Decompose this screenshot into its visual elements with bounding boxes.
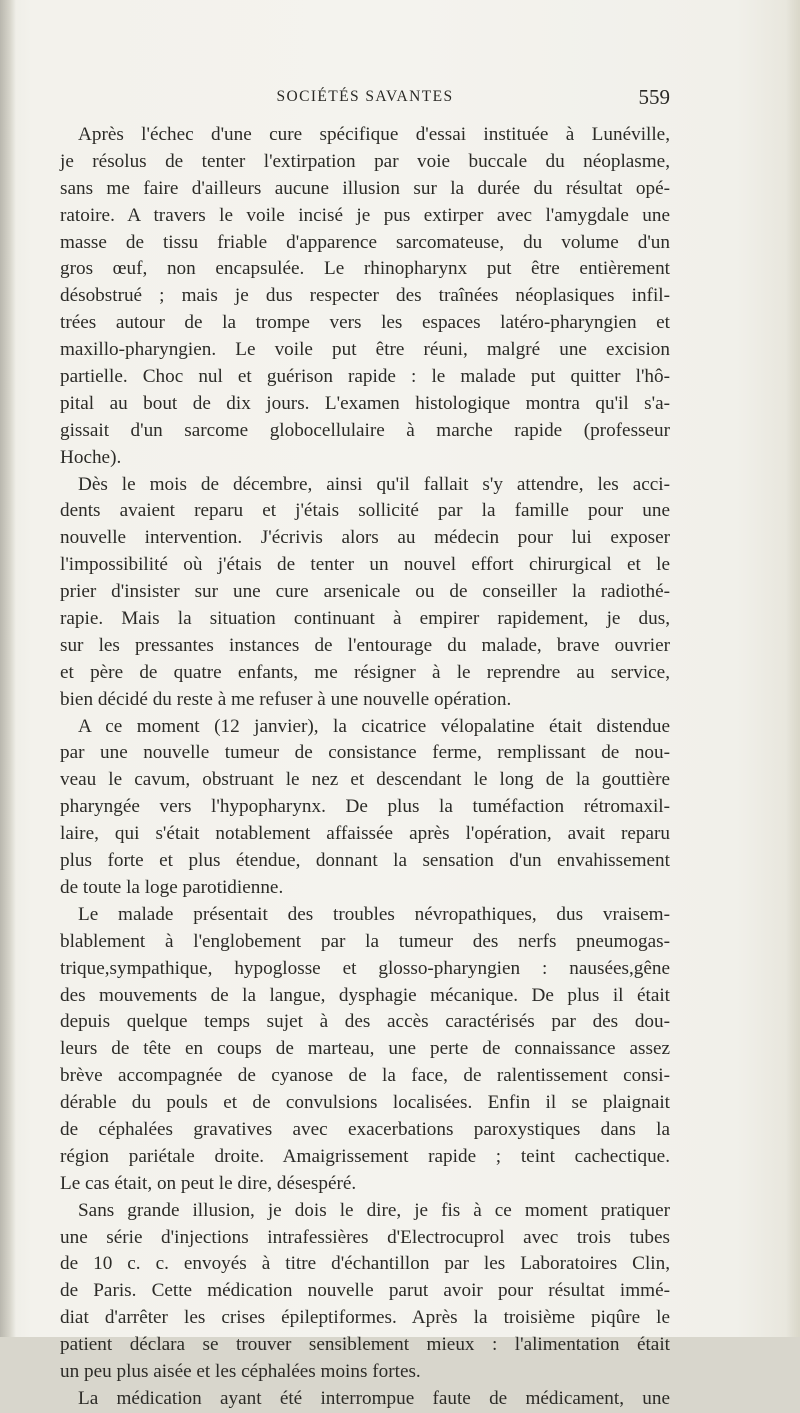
- text-line: bien décidé du reste à me refuser à une nouvelle opération.: [60, 688, 512, 710]
- text-line: maxillo-pharyngien. Le voile put être réuni, malgré une excision: [60, 339, 670, 361]
- text-line: partielle. Choc nul et guérison rapide : le malade put quitter l'hô-: [60, 366, 670, 388]
- text-line: dents avaient reparu et j'étais sollicité par la famille pour une: [60, 500, 670, 522]
- text-line: Le cas était, on peut le dire, désespéré.: [60, 1172, 357, 1194]
- text-line: trique,sympathique, hypoglosse et glosso-pharyngien : nausées,gêne: [60, 957, 670, 979]
- text-line: région pariétale droite. Amaigrissement rapide ; teint cachectique.: [60, 1145, 670, 1167]
- text-line: diat d'arrêter les crises épileptiformes. Après la troisième piqûre le: [60, 1307, 670, 1329]
- text-line: l'impossibilité où j'étais de tenter un nouvel effort chirurgical et le: [60, 554, 670, 576]
- text-line: laire, qui s'était notablement affaissée après l'opération, avait reparu: [60, 823, 670, 845]
- text-line: de céphalées gravatives avec exacerbations paroxystiques dans la: [60, 1118, 670, 1140]
- page-header: [60, 85, 670, 114]
- text-line: et père de quatre enfants, me résigner à le reprendre au service,: [60, 661, 670, 683]
- text-line: je résolus de tenter l'extirpation par voie buccale du néoplasme,: [60, 150, 670, 172]
- text-line: rapie. Mais la situation continuant à empirer rapidement, je dus,: [60, 608, 670, 630]
- text-line: sur les pressantes instances de l'entourage du malade, brave ouvrier: [60, 634, 670, 656]
- text-line: sans me faire d'ailleurs aucune illusion sur la durée du résultat opé-: [60, 177, 670, 199]
- text-line: Hoche).: [60, 446, 122, 468]
- text-line: patient déclara se trouver sensiblement mieux : l'alimentation était: [60, 1334, 670, 1356]
- text-line: Sans grande illusion, je dois le dire, je fis à ce moment pratiquer: [78, 1199, 670, 1221]
- body-text: [60, 122, 670, 1413]
- text-line: une série d'injections intrafessières d'Electrocuprol avec trois tubes: [60, 1226, 670, 1248]
- text-line: veau le cavum, obstruant le nez et descendant le long de la gouttière: [60, 769, 670, 791]
- page-number: 559: [638, 85, 670, 109]
- text-line: ratoire. A travers le voile incisé je pus extirper avec l'amygdale une: [60, 204, 670, 226]
- text-line: nouvelle intervention. J'écrivis alors au médecin pour lui exposer: [60, 527, 670, 549]
- text-line: blablement à l'englobement par la tumeur des nerfs pneumogas-: [60, 930, 670, 952]
- text-line: gros œuf, non encapsulée. Le rhinopharynx put être entièrement: [60, 258, 670, 280]
- text-line: brève accompagnée de cyanose de la face, de ralentissement consi-: [60, 1065, 670, 1087]
- text-line: gissait d'un sarcome globocellulaire à marche rapide (professeur: [60, 419, 670, 441]
- text-line: un peu plus aisée et les céphalées moins fortes.: [60, 1360, 421, 1382]
- text-line: de 10 c. c. envoyés à titre d'échantillon par les Laboratoires Clin,: [60, 1253, 670, 1275]
- text-line: depuis quelque temps sujet à des accès caractérisés par des dou-: [60, 1011, 670, 1033]
- text-line: A ce moment (12 janvier), la cicatrice vélopalatine était distendue: [78, 715, 670, 737]
- text-line: masse de tissu friable d'apparence sarcomateuse, du volume d'un: [60, 231, 670, 253]
- text-line: pharyngée vers l'hypopharynx. De plus la tuméfaction rétromaxil-: [60, 796, 670, 818]
- text-line: Après l'échec d'une cure spécifique d'essai instituée à Lunéville,: [78, 124, 670, 145]
- text-line: désobstrué ; mais je dus respecter des traînées néoplasiques infil-: [60, 285, 670, 307]
- text-line: de toute la loge parotidienne.: [60, 876, 284, 898]
- text-line: pital au bout de dix jours. L'examen histologique montra qu'il s'a-: [60, 392, 670, 414]
- text-line: dérable du pouls et de convulsions localisées. Enfin il se plaignait: [60, 1092, 670, 1114]
- running-head: SOCIÉTÉS SAVANTES: [276, 88, 454, 105]
- text-line: Le malade présentait des troubles névropathiques, dus vraisem-: [78, 903, 670, 925]
- text-line: Dès le mois de décembre, ainsi qu'il fallait s'y attendre, les acci-: [78, 473, 670, 495]
- text-line: plus forte et plus étendue, donnant la sensation d'un envahissement: [60, 850, 670, 872]
- text-line: leurs de tête en coups de marteau, une perte de connaissance assez: [60, 1038, 670, 1060]
- text-line: de Paris. Cette médication nouvelle parut avoir pour résultat immé-: [60, 1280, 670, 1302]
- text-line: par une nouvelle tumeur de consistance ferme, remplissant de nou-: [60, 742, 670, 764]
- text-line: trées autour de la trompe vers les espaces latéro-pharyngien et: [60, 312, 670, 334]
- text-line: La médication ayant été interrompue faute de médicament, une: [78, 1387, 670, 1409]
- text-line: prier d'insister sur une cure arsenicale ou de conseiller la radiothé-: [60, 581, 670, 603]
- text-line: des mouvements de la langue, dysphagie mécanique. De plus il était: [60, 984, 670, 1006]
